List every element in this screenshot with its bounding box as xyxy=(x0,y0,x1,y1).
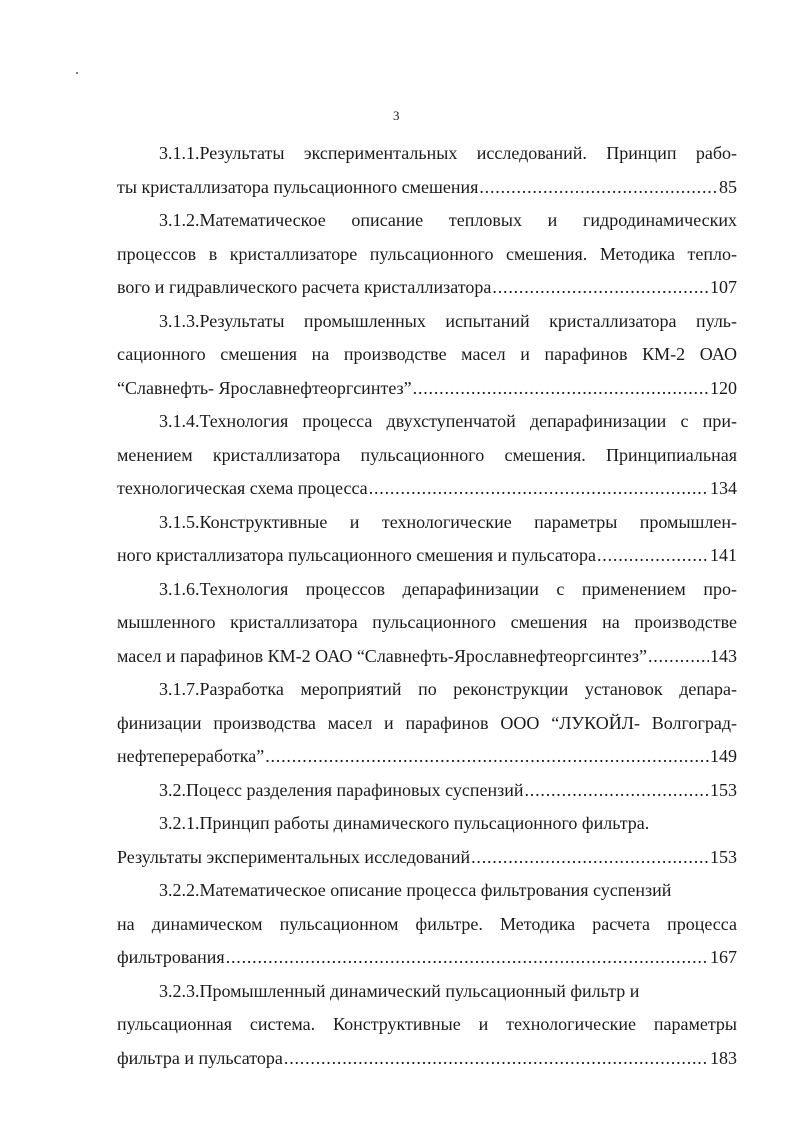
toc-entry xyxy=(117,975,737,1076)
dot-leader xyxy=(479,171,718,205)
toc-entry-last-line xyxy=(117,640,737,674)
toc-entry-line: 3.1.7.Разработка мероприятий по реконструкции установок депара- xyxy=(159,679,737,699)
toc-entry-title-end: ты кристаллизатора пульсационного смешения xyxy=(117,176,479,197)
dot-leader xyxy=(492,271,709,305)
toc-entry xyxy=(117,673,737,774)
toc-page-number: 107 xyxy=(710,277,737,297)
toc-entry-line: 3.1.6.Технология процессов депарафинизации с применением про- xyxy=(159,578,737,599)
toc-entry-last-line xyxy=(117,171,737,205)
toc-entry-line: пульсационная система. Конструктивные и технологические параметры xyxy=(117,1014,737,1034)
toc-entry-title-end: нефтепереработка” xyxy=(117,746,265,766)
dot-leader xyxy=(413,372,709,406)
toc-entry xyxy=(117,774,737,808)
toc-page-number: 85 xyxy=(719,176,737,197)
toc-page-number: 141 xyxy=(710,545,737,565)
toc-entry xyxy=(117,137,737,204)
dot-leader xyxy=(265,740,709,774)
toc-entry-last-line xyxy=(117,841,737,875)
toc-entry xyxy=(117,204,737,305)
toc-entry-title-end: фильтрования xyxy=(117,947,225,967)
toc-entry-line: 3.1.4.Технология процесса двухступенчатой депарафинизации с при- xyxy=(159,411,737,431)
toc-entry xyxy=(117,506,737,573)
dot-leader xyxy=(284,1042,709,1076)
toc-entry xyxy=(117,807,737,874)
toc-entry-last-line xyxy=(117,539,737,573)
toc-entry-line: 3.2.3.Промышленный динамический пульсационный фильтр и xyxy=(159,980,640,1001)
toc-entry-line: сационного смешения на производстве масел и парафинов КМ-2 ОАО xyxy=(117,344,737,364)
toc-entry-line: 3.2.1.Принцип работы динамического пульсационного фильтра. xyxy=(159,813,650,833)
toc-entry-last-line xyxy=(117,271,737,305)
toc-entry-title-end: Результаты экспериментальных исследований xyxy=(117,846,471,867)
toc-entry-line: процессов в кристаллизаторе пульсационного смешения. Методика тепло- xyxy=(117,243,737,264)
dot-leader xyxy=(226,941,709,975)
toc-entry-line: менением кристаллизатора пульсационного смешения. Принципиальная xyxy=(117,444,737,465)
toc-page-number: 120 xyxy=(710,377,737,398)
toc-entry-title-end: масел и парафинов КМ-2 ОАО “Славнефть-Ярославнефтеоргсинтез” xyxy=(117,645,647,666)
page-number: 3 xyxy=(393,108,400,123)
table-of-contents xyxy=(117,137,737,1075)
toc-page-number: 153 xyxy=(710,779,737,800)
toc-entry xyxy=(117,405,737,506)
scan-speck xyxy=(76,72,78,74)
toc-entry-last-line xyxy=(117,1042,737,1076)
dot-leader xyxy=(369,472,709,506)
toc-page-number: 153 xyxy=(710,846,737,867)
toc-page-number: 149 xyxy=(710,746,737,766)
dot-leader xyxy=(471,841,709,875)
toc-entry-title-end: вого и гидравлического расчета кристаллизатора xyxy=(117,277,492,297)
toc-entry-line: финизации производства масел и парафинов ООО “ЛУКОЙЛ- Волгоград- xyxy=(117,712,737,733)
toc-page-number: 183 xyxy=(710,1047,737,1068)
toc-entry-line: мышленного кристаллизатора пульсационного смешения на производстве xyxy=(117,612,737,632)
toc-page-number: 143 xyxy=(710,645,737,666)
toc-entry-line: 3.1.3.Результаты промышленных испытаний кристаллизатора пуль- xyxy=(159,310,737,331)
toc-entry xyxy=(117,305,737,406)
toc-entry-line: 3.1.5.Конструктивные и технологические параметры промышлен- xyxy=(159,511,737,532)
toc-entry-title-end: ного кристаллизатора пульсационного смешения и пульсатора xyxy=(117,545,596,565)
toc-entry xyxy=(117,573,737,674)
toc-entry-last-line xyxy=(117,472,737,506)
toc-entry-title-end: 3.2.Поцесс разделения парафиновых суспензий xyxy=(159,779,524,800)
dot-leader xyxy=(525,774,710,808)
toc-entry-last-line xyxy=(117,941,737,975)
toc-entry-line: на динамическом пульсационном фильтре. Методика расчета процесса xyxy=(117,913,737,934)
toc-entry-title-end: фильтра и пульсатора xyxy=(117,1047,283,1068)
toc-entry xyxy=(117,874,737,975)
toc-entry-last-line xyxy=(117,372,737,406)
dot-leader xyxy=(597,539,709,573)
toc-entry-last-line xyxy=(117,740,737,774)
toc-entry-line: 3.1.2.Математическое описание тепловых и гидродинамических xyxy=(159,210,737,230)
toc-entry-title-end: технологическая схема процесса xyxy=(117,478,368,498)
toc-page-number: 167 xyxy=(710,947,737,967)
toc-page-number: 134 xyxy=(710,478,737,498)
toc-entry-last-line xyxy=(117,774,737,808)
toc-entry-title-end: “Славнефть- Ярославнефтеоргсинтез” xyxy=(117,377,412,398)
toc-entry-line: 3.1.1.Результаты экспериментальных исследований. Принцип рабо- xyxy=(159,143,737,163)
toc-entry-line: 3.2.2.Математическое описание процесса фильтрования суспензий xyxy=(159,880,672,900)
dot-leader xyxy=(648,640,709,674)
